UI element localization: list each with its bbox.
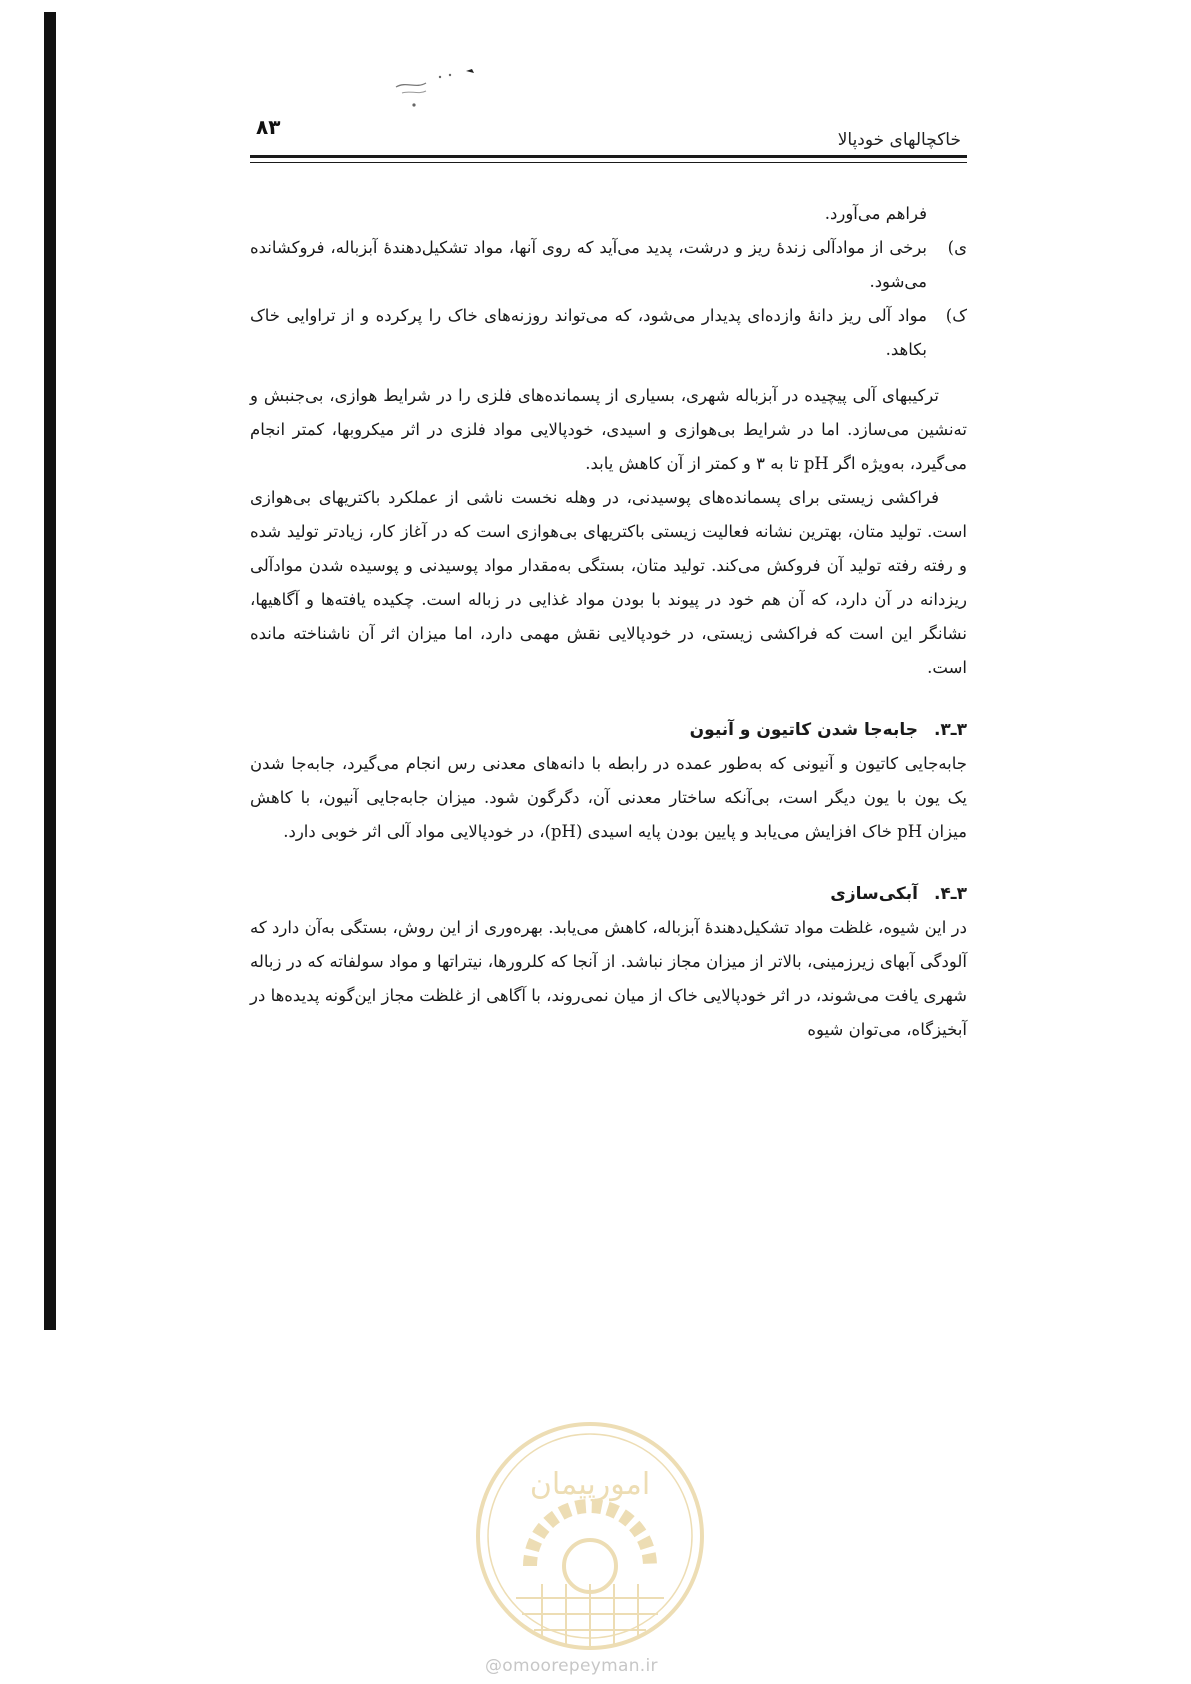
list-marker: ی) <box>947 238 967 257</box>
list-item-text: مواد آلی ریز دانهٔ وازده‌ای پدیدار می‌شود، که می‌تواند روزنه‌های خاک را پرکرده و از تراوایی خاک بکاهد. <box>250 306 927 359</box>
list-item <box>250 231 967 299</box>
list-item <box>250 299 967 367</box>
list-item-text: فراهم می‌آورد. <box>824 204 927 223</box>
watermark-text: امورپیمان <box>529 1467 651 1502</box>
list-marker: ک) <box>945 306 967 325</box>
section-title: آبکی‌سازی <box>830 884 919 904</box>
scan-smudge-mark <box>392 65 512 119</box>
section-title: جابه‌جا شدن کاتیون و آنیون <box>689 720 919 740</box>
page-header <box>250 112 967 152</box>
section-heading <box>250 713 967 747</box>
page-body <box>250 197 967 1047</box>
body-paragraph: ترکیبهای آلی پیچیده در آبزباله شهری، بسیاری از پسمانده‌های فلزی را در شرایط هوازی، بی‌جنبش و ته‌نشین می‌سازد. اما در شرایط بی‌هوازی و اسیدی، خودپالایی مواد فلزی در اثر میکروبها، کمتر انجام می‌گیرد، به‌ویژه اگر pH تا به ۳ و کمتر از آن کاهش یابد. <box>250 386 967 473</box>
section-number: ۳ـ۴. <box>933 884 967 904</box>
section-body: در این شیوه، غلظت مواد تشکیل‌دهندهٔ آبزباله، کاهش می‌یابد. بهره‌وری از این روش، بستگی به‌آن دارد که آلودگی آبهای زیرزمینی، بالاتر از میزان مجاز نباشد. از آنجا که کلرورها، نیتراتها و مواد سولفاته که در زباله شهری یافت می‌شوند، در اثر خودپالایی خاک از میان نمی‌روند، با آگاهی از غلظت مجاز این‌گونه پدیده‌ها در آبخیزگاه، می‌توان شیوه <box>250 918 967 1039</box>
section-number: ۳ـ۳. <box>933 720 967 740</box>
list-item <box>250 197 967 231</box>
scan-edge-bar <box>44 12 56 1330</box>
section-body: جابه‌جایی کاتیون و آنیونی که به‌طور عمده در رابطه با دانه‌های معدنی رس انجام می‌گیرد، جابه‌جا شدن یک یون با یون دیگر است، بی‌آنکه ساختار معدنی آن، دگرگون شود. میزان جابه‌جایی آنیون، با کاهش میزان pH خاک افزایش می‌یابد و پایین بودن پایه اسیدی (pH)، در خودپالایی مواد آلی اثر خوبی دارد. <box>250 754 967 841</box>
header-rule-thin <box>250 162 967 163</box>
running-title: خاکچالهای خودپالا <box>837 130 961 150</box>
watermark-seal <box>470 1416 710 1656</box>
body-paragraph: فراکشی زیستی برای پسمانده‌های پوسیدنی، در وهله نخست ناشی از عملکرد باکتریهای بی‌هوازی است. تولید متان، بهترین نشانه فعالیت زیستی باکتریهای بی‌هوازی است که در آغاز کار، زیادتر تولید شده و رفته رفته تولید آن فروکش می‌کند. تولید متان، بستگی به‌مقدار مواد پوسیدنی و پوسیده شدن موادآلی ریزدانه در آن دارد، که آن هم خود در پیوند با بودن مواد غذایی در زباله است. چکیده یافته‌ها و آگاهیها، نشانگر این است که فراکشی زیستی، در خودپالایی نقش مهمی دارد، اما میزان اثر آن ناشناخته مانده است. <box>250 488 967 677</box>
section-heading <box>250 877 967 911</box>
header-rule-thick <box>250 155 967 158</box>
page-number: ۸۳ <box>256 115 281 139</box>
footer-site-url: @omoorepeyman.ir <box>485 1656 658 1676</box>
list-item-text: برخی از موادآلی زندهٔ ریز و درشت، پدید می‌آید که روی آنها، مواد تشکیل‌دهندهٔ آبزباله، فروکشانده می‌شود. <box>250 238 927 291</box>
